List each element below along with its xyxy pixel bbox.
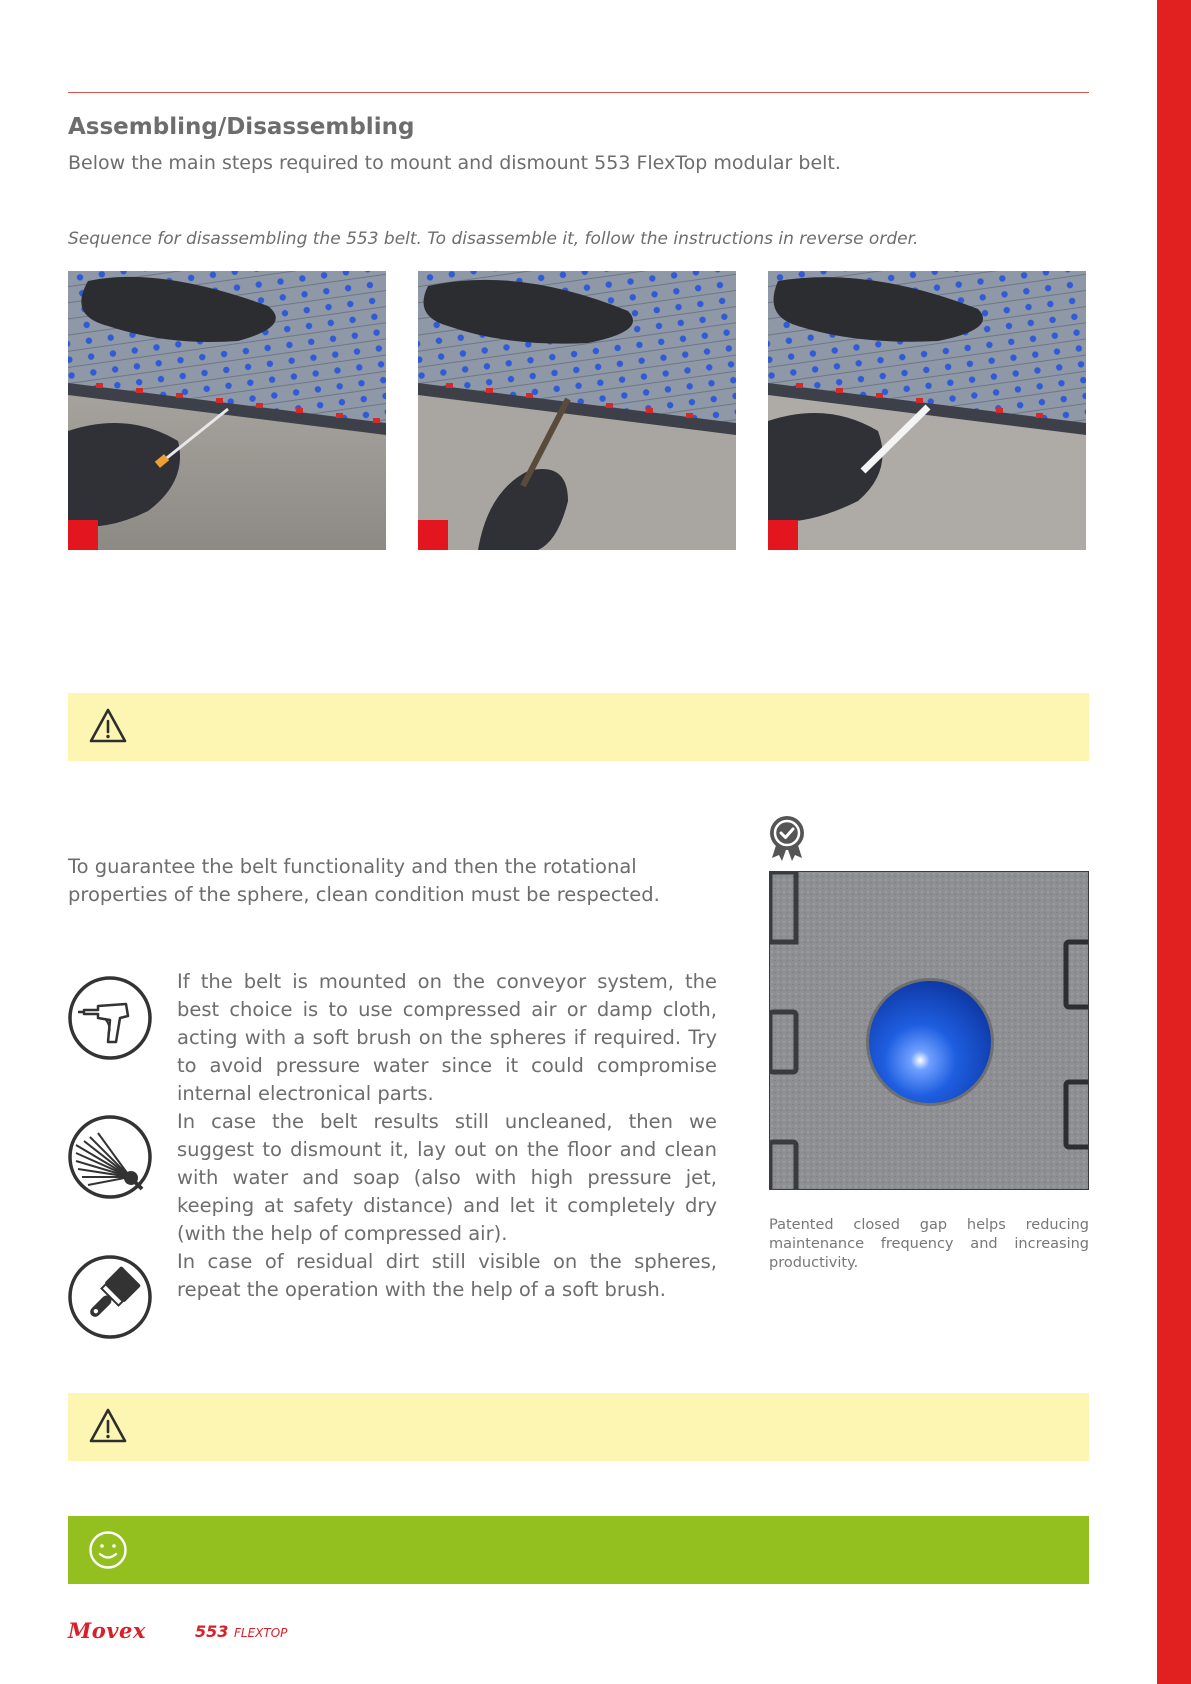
top-rule xyxy=(68,92,1089,93)
disassembly-photo-2 xyxy=(418,271,736,550)
cleaning-step-3: In case of residual dirt still visible on the spheres, repeat the operation with the help of a soft brush. xyxy=(177,1250,717,1301)
warning-box-2 xyxy=(68,1393,1089,1461)
cleaning-intro: To guarantee the belt functionality and then the rotational properties of the sphere, clean condition must be respected. xyxy=(68,855,660,906)
quality-badge-icon xyxy=(768,814,806,862)
warning-triangle-icon xyxy=(88,707,128,745)
sphere-caption: Patented closed gap helps reducing maintenance frequency and increasing productivity. xyxy=(769,1217,1089,1271)
smiley-icon xyxy=(88,1530,128,1570)
air-gun-icon xyxy=(68,976,152,1060)
warning-triangle-icon xyxy=(88,1407,128,1445)
section-subtitle: Below the main steps required to mount and dismount 553 FlexTop modular belt. xyxy=(68,152,841,174)
disassembly-photo-3 xyxy=(768,271,1086,550)
spray-nozzle-icon xyxy=(68,1115,152,1199)
cleaning-step-2: In case the belt results still uncleaned, then we suggest to dismount it, lay out on the floor and clean with water and soap (also with high pressure jet, keeping at safety distance) and let it completely dry (with the help of compressed air). xyxy=(177,1110,717,1245)
section-title: Assembling/Disassembling xyxy=(68,114,415,140)
cleaning-step-1: If the belt is mounted on the conveyor system, the best choice is to use compressed air or damp cloth, acting with a soft brush on the spheres if required. Try to avoid pressure water since it could compromise internal electronical parts. xyxy=(177,970,717,1105)
warning-box-1 xyxy=(68,693,1089,761)
brush-icon xyxy=(68,1255,152,1339)
brand-logo: Movex xyxy=(68,1618,146,1643)
model-name: FLEXTOP xyxy=(233,1626,288,1640)
disassembly-photo-1 xyxy=(68,271,386,550)
model-label xyxy=(195,1622,287,1641)
tip-box xyxy=(68,1516,1089,1584)
photo-marker xyxy=(418,520,448,550)
sphere-photo xyxy=(769,871,1089,1190)
photo-marker xyxy=(768,520,798,550)
sequence-note: Sequence for disassembling the 553 belt. To disassemble it, follow the instructions in reverse order. xyxy=(68,229,919,249)
model-number: 553 xyxy=(195,1622,229,1641)
photo-marker xyxy=(68,520,98,550)
side-accent-bar xyxy=(1157,0,1191,1684)
